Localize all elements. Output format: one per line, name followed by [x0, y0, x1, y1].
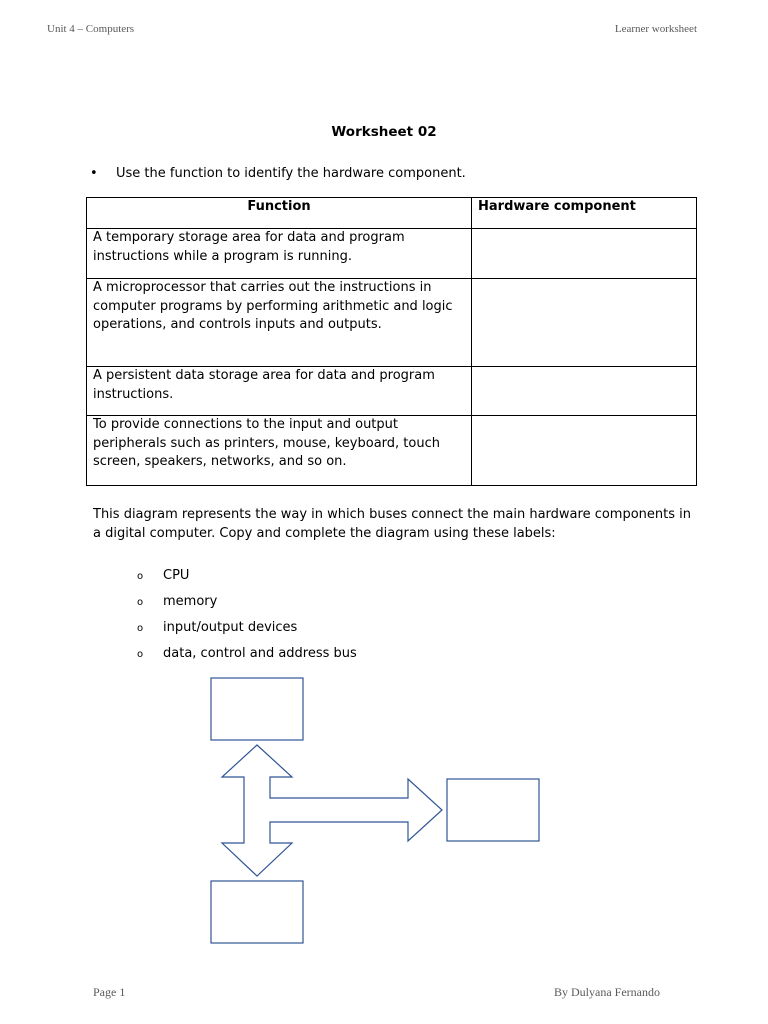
label-text: data, control and address bus	[163, 646, 357, 661]
label-text: input/output devices	[163, 620, 298, 635]
worksheet-title: Worksheet 02	[331, 124, 437, 140]
header-doc-type: Learner worksheet	[614, 23, 697, 35]
circle-bullet-icon: o	[137, 649, 144, 660]
page-number: Page 1	[93, 985, 126, 999]
column-header-component: Hardware component	[472, 198, 697, 229]
label-text: CPU	[163, 568, 190, 583]
top-component-box[interactable]	[211, 678, 303, 740]
header-unit: Unit 4 – Computers	[47, 23, 135, 35]
function-cell: To provide connections to the input and output peripherals such as printers, mouse, keyboard, touch screen, speakers, networks, and so on.	[87, 416, 472, 486]
function-cell: A persistent data storage area for data and program instructions.	[87, 367, 472, 416]
column-header-function: Function	[87, 198, 472, 229]
label-text: memory	[163, 594, 218, 609]
author-credit: By Dulyana Fernando	[554, 985, 660, 999]
right-component-box[interactable]	[447, 779, 539, 841]
circle-bullet-icon: o	[137, 597, 144, 608]
function-cell: A microprocessor that carries out the instructions in computer programs by performing arithmetic and logic operations, and controls inputs and outputs.	[87, 279, 472, 367]
circle-bullet-icon: o	[137, 623, 144, 634]
circle-bullet-icon: o	[137, 571, 144, 582]
diagram-instructions: This diagram represents the way in which buses connect the main hardware components in a digital computer. Copy and complete the diagram using these labels:	[93, 507, 692, 541]
instruction-text: Use the function to identify the hardware component.	[116, 166, 466, 181]
bullet-icon: •	[90, 166, 98, 181]
bottom-component-box[interactable]	[211, 881, 303, 943]
function-cell: A temporary storage area for data and program instructions while a program is running.	[87, 229, 472, 279]
bus-arrow-shape	[222, 745, 442, 876]
